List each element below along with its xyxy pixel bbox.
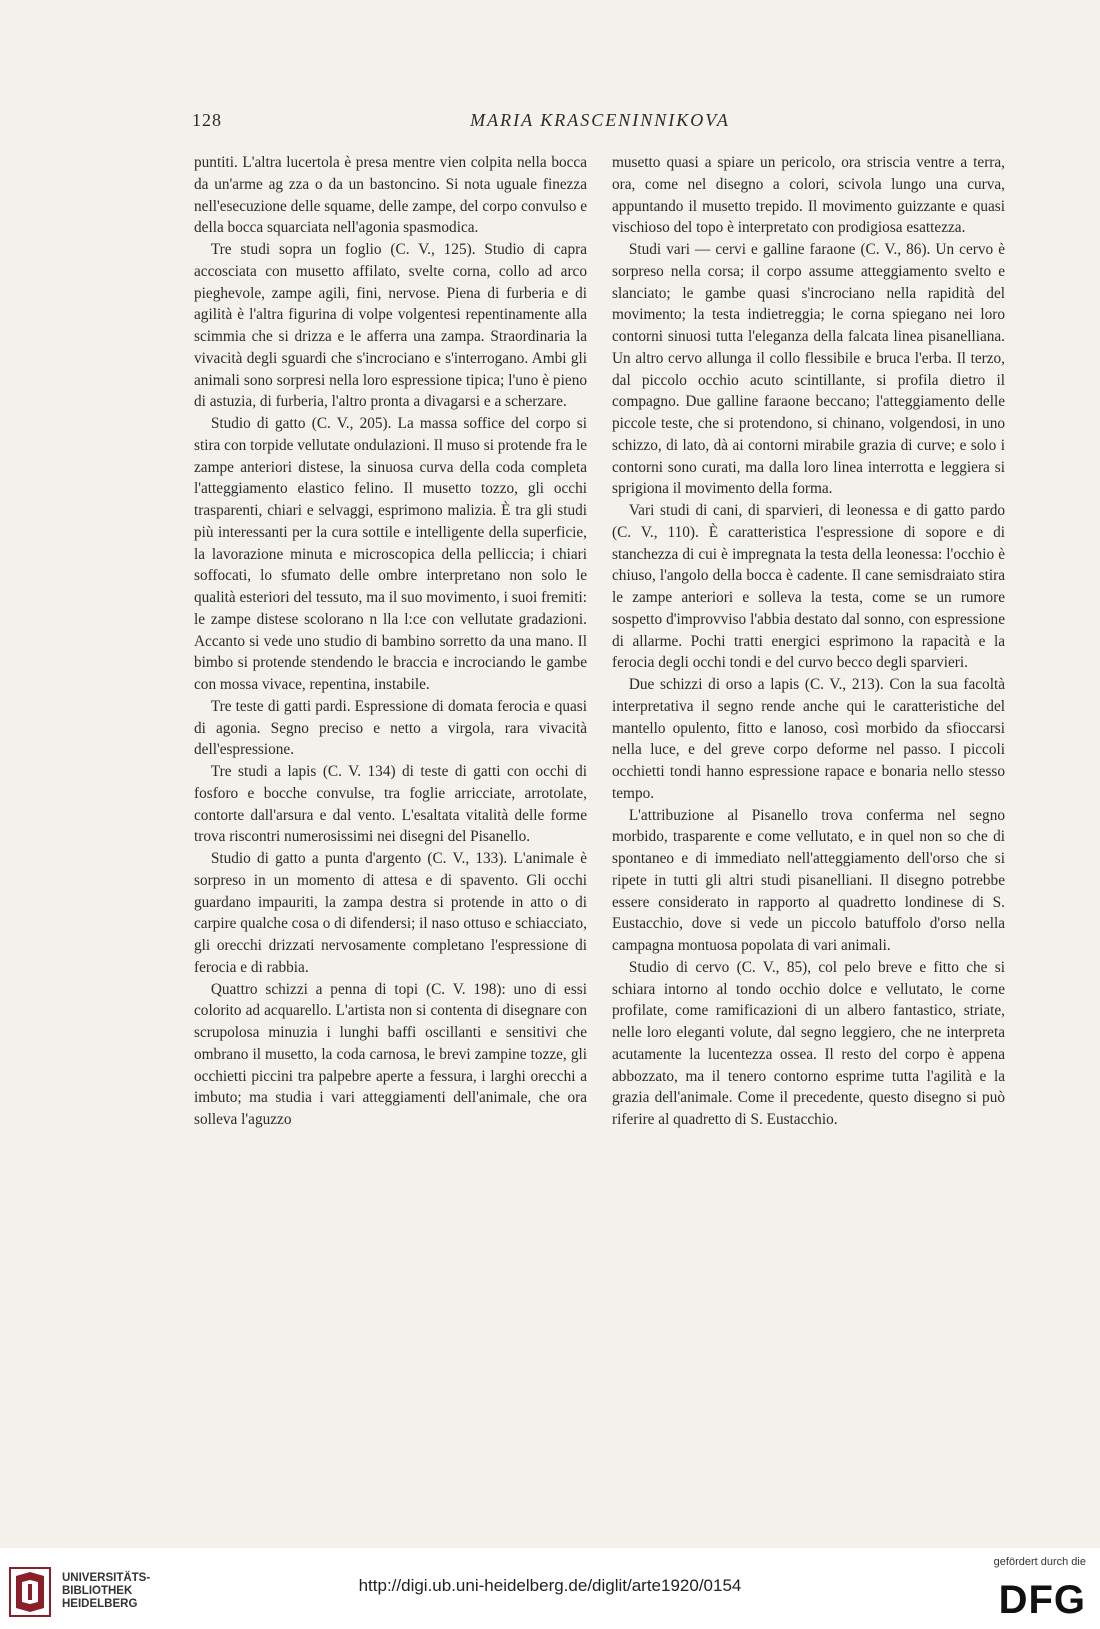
paragraph: Studio di gatto (C. V., 205). La massa soffice del corpo si stira con torpide vellutate ondulazioni. Il muso si protende fra le zampe anteriori distese, la sinuosa curva della coda completa l'atteggiamento elastico felino. Il musetto tozzo, gli occhi trasparenti, chiari e selvaggi, esprimono malizia. È tra gli studi più interessanti per la cura sottile e intelligente della superficie, la lavorazione minuta e microscopica della pelliccia; i chiari soffocati, lo sfumato delle ombre interpretano non solo le qualità esteriori del tessuto, ma il suo movimento, i suoi fremiti: le zampe distese scolorano n lla l:ce con vellutate gradazioni. Accanto si vede uno studio di bambino sorretto da una mano. Il bimbo si protende stendendo le braccia e incrociando le gambe con mossa vivace, repentina, instabile. <box>194 415 587 693</box>
library-name-line: HEIDELBERG <box>62 1598 138 1610</box>
running-title: MARIA KRASCENINNIKOVA <box>470 110 730 130</box>
dfg-logo: DFG <box>998 1578 1086 1622</box>
paragraph: puntiti. L'altra lucertola è presa mentre vien colpita nella bocca da un'arme ag zza o da un bastoncino. Si nota uguale finezza nell'esecuzione delle squame, delle zampe, del corpo convulso e della bocca squarciata nell'agonia spasmodica. <box>194 154 587 237</box>
source-url-link[interactable]: http://digi.ub.uni-heidelberg.de/diglit/arte1920/0154 <box>358 1576 742 1595</box>
paragraph: Tre studi a lapis (C. V. 134) di teste di gatti con occhi di fosforo e bocche convulse, tra foglie arricciate, arrotolate, contorte dall'arsura e dal vento. L'esaltata vitalità delle forme trova riscontri numerosissimi nei disegni del Pisanello. <box>194 763 587 846</box>
paragraph: L'attribuzione al Pisanello trova conferma nel segno morbido, trasparente e come vellutato, e in quel non so che di spontaneo e di immediato nell'atteggiamento dell'orso che si ripete in tutti gli altri studi pisanelliani. Il disegno potrebbe essere considerato in rapporto al quadretto londinese di S. Eustacchio, dove si vede un piccolo batuffolo d'orso nella campagna montuosa popolata di vari animali. <box>612 806 1005 954</box>
paragraph: Tre teste di gatti pardi. Espressione di domata ferocia e quasi di agonia. Segno preciso e netto a virgola, rara vivacità dell'espressione. <box>194 697 587 759</box>
paragraph: Vari studi di cani, di sparvieri, di leonessa e di gatto pardo (C. V., 110). È caratteristica l'espressione di sopore e di stanchezza di cui è impregnata la testa della leonessa: l'occhio è chiuso, l'angolo della bocca è cadente. Il cane semisdraiato stira le zampe anteriori e solleva la testa, come se un rumore sospetto d'improvviso l'abbia destato dal sonno, con espressione di allarme. Pochi tratti energici esprimono la rapacità e la ferocia degli occhi tondi e del curvo becco degli sparvieri. <box>612 502 1005 672</box>
paragraph: Tre studi sopra un foglio (C. V., 125). Studio di capra accosciata con musetto affilato, svelte corna, collo ad arco pieghevole, zampe agili, fini, nervose. Piena di furberia e di agilità è l'altra figurina di volpe volgentesi repentinamente alla scimmia che si drizza e le afferra una zampa. Straordinaria la vivacità degli sguardi che s'incrociano e s'interrogano. Ambi gli animali sono sorpresi nella loro espressione tipica; l'uno è pieno di astuzia, di furberia, l'altro pronta a divagarsi e a scherzare. <box>194 241 587 411</box>
paragraph: musetto quasi a spiare un pericolo, ora striscia ventre a terra, ora, come nel disegno a colori, scivola lungo una curva, appuntando il musetto trepido. Il movimento guizzante e quasi vischioso del topo è interpretato con prodigiosa esattezza. <box>612 154 1005 237</box>
footer-bar <box>0 1548 1100 1629</box>
paragraph: Studio di cervo (C. V., 85), col pelo breve e fitto che si schiara intorno al tondo occhio dolce e vellutato, le corne profilate, come ramificazioni di un albero fantastico, striate, nelle loro eleganti volute, dal segno leggiero, che ne interpreta acutamente la lucentezza ossea. Il resto del corpo è appena abbozzato, ma il tenero contorno esprime tutta l'agilità e la grazia dell'animale. Come il precedente, questo disegno si può riferire al quadretto di S. Eustacchio. <box>612 958 1005 1128</box>
page-number: 128 <box>192 110 222 130</box>
library-name-line: UNIVERSITÄTS- <box>62 1572 151 1584</box>
left-text-column <box>194 152 587 1131</box>
paragraph: Quattro schizzi a penna di topi (C. V. 198): uno di essi colorito ad acquarello. L'artista non si contenta di disegnare con scrupolosa minuzia i lunghi baffi oscillanti e sensitivi che ombrano il musetto, la coda carnosa, le brevi zampine tozze, gli occhietti piccini tra palpebre aperte a fessura, i larghi orecchi a imbuto; ma studia i vari atteggiamenti dell'animale, che ora solleva l'aguzzo <box>194 980 587 1128</box>
page-header <box>192 110 1008 136</box>
library-name-line: BIBLIOTHEK <box>62 1585 133 1597</box>
paragraph: Studio di gatto a punta d'argento (C. V., 133). L'animale è sorpreso in un momento di attesa e di spavento. Gli occhi guardano impauriti, la zampa destra si protende in atto o di carpire qualche cosa o di difendersi; il naso ottuso e schiacciato, gli orecchi drizzati nervosamente completano l'espressione di ferocia e di rabbia. <box>194 850 587 976</box>
right-text-column <box>612 152 1005 1131</box>
paragraph: Studi vari — cervi e galline faraone (C. V., 86). Un cervo è sorpreso nella corsa; il corpo assume atteggiamento svelto e slanciato; le gambe quasi s'incrociano nella rapidità del movimento; la testa indietreggia; le corna spiegano nei loro contorni sinuosi tutta l'eleganza della falcata linea pisanelliana. Un altro cervo allunga il collo flessibile e bruca l'erba. Il terzo, dal piccolo occhio acuto scintillante, si profila dietro il compagno. Due galline faraone beccano; l'atteggiamento delle piccole teste, che si protendono, si chinano, volgendosi, in uno schizzo, di lato, dà ai contorni mirabile grazia di curve; e solo i contorni sono curati, ma dalla loro linea interrotta e leggiera si sprigiona il movimento della forma. <box>612 241 1005 498</box>
funded-by-label: gefördert durch die <box>993 1556 1086 1568</box>
paragraph: Due schizzi di orso a lapis (C. V., 213). Con la sua facoltà interpretativa il segno rende anche qui le caratteristiche del mantello opulento, fitto e lanoso, così morbido da sfioccarsi nella luce, e del greve corpo deforme nel passo. I piccoli occhietti tondi hanno espressione rapace e bonaria nello stesso tempo. <box>612 676 1005 802</box>
